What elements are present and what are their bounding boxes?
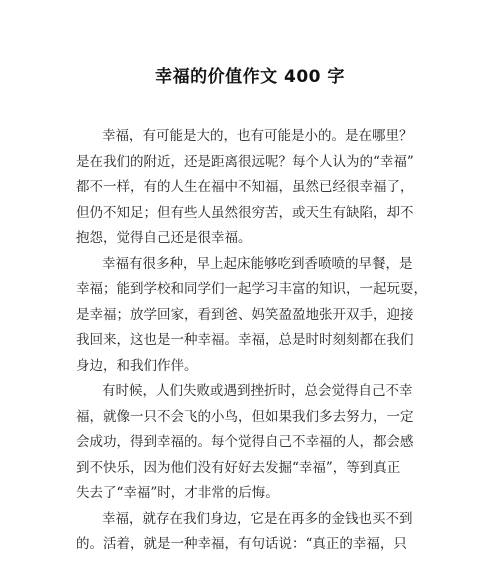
text-line: 幸福有很多种，早上起床能够吃到香喷喷的早餐，是 (102, 255, 413, 272)
essay-body (76, 124, 426, 558)
paragraph-4 (76, 507, 426, 558)
text-line: 福，就像一只不会飞的小鸟，但如果我们多去努力，一定 (76, 408, 414, 425)
paragraph-1 (76, 124, 426, 252)
text-line: 幸福；能到学校和同学们一起学习丰富的知识，一起玩耍， (76, 281, 427, 297)
text-line: 但仍不知足；但有些人虽然很穷苦，或天生有缺陷，却不 (76, 204, 414, 221)
text-line: 会成功，得到幸福的。每个觉得自己不幸福的人，都会感 (76, 434, 414, 450)
text-line: 到不快乐，因为他们没有好好去发掘“幸福”，等到真正 (76, 459, 401, 476)
text-line: 身边，和我们作伴。 (76, 357, 198, 374)
paragraph-3 (76, 379, 426, 507)
text-line: 有时候，人们失败或遇到挫折时，总会觉得自己不幸 (102, 383, 413, 399)
essay-title: 幸福的价值作文 400 字 (155, 67, 345, 87)
text-line: 我回来，这也是一种幸福。幸福，总是时时刻刻都在我们 (76, 332, 414, 348)
text-line: 的。活着，就是一种幸福，有句话说：“真正的幸福，只 (76, 536, 407, 552)
text-line: 幸福，有可能是大的，也有可能是小的。是在哪里？ (102, 128, 413, 144)
text-line: 是幸福；放学回家，看到爸、妈笑盈盈地张开双手，迎接 (76, 306, 414, 323)
paragraph-2 (76, 252, 426, 380)
text-line: 幸福，就存在我们身边，它是在再多的金钱也买不到 (102, 510, 413, 527)
text-line: 都不一样，有的人生在福中不知福，虽然已经很幸福了， (76, 179, 414, 195)
text-line: 抱怨，觉得自己还是很幸福。 (76, 230, 252, 246)
text-line: 失去了“幸福”时，才非常的后悔。 (76, 485, 279, 501)
text-line: 是在我们的附近，还是距离很远呢？每个人认为的“幸福” (76, 153, 414, 170)
